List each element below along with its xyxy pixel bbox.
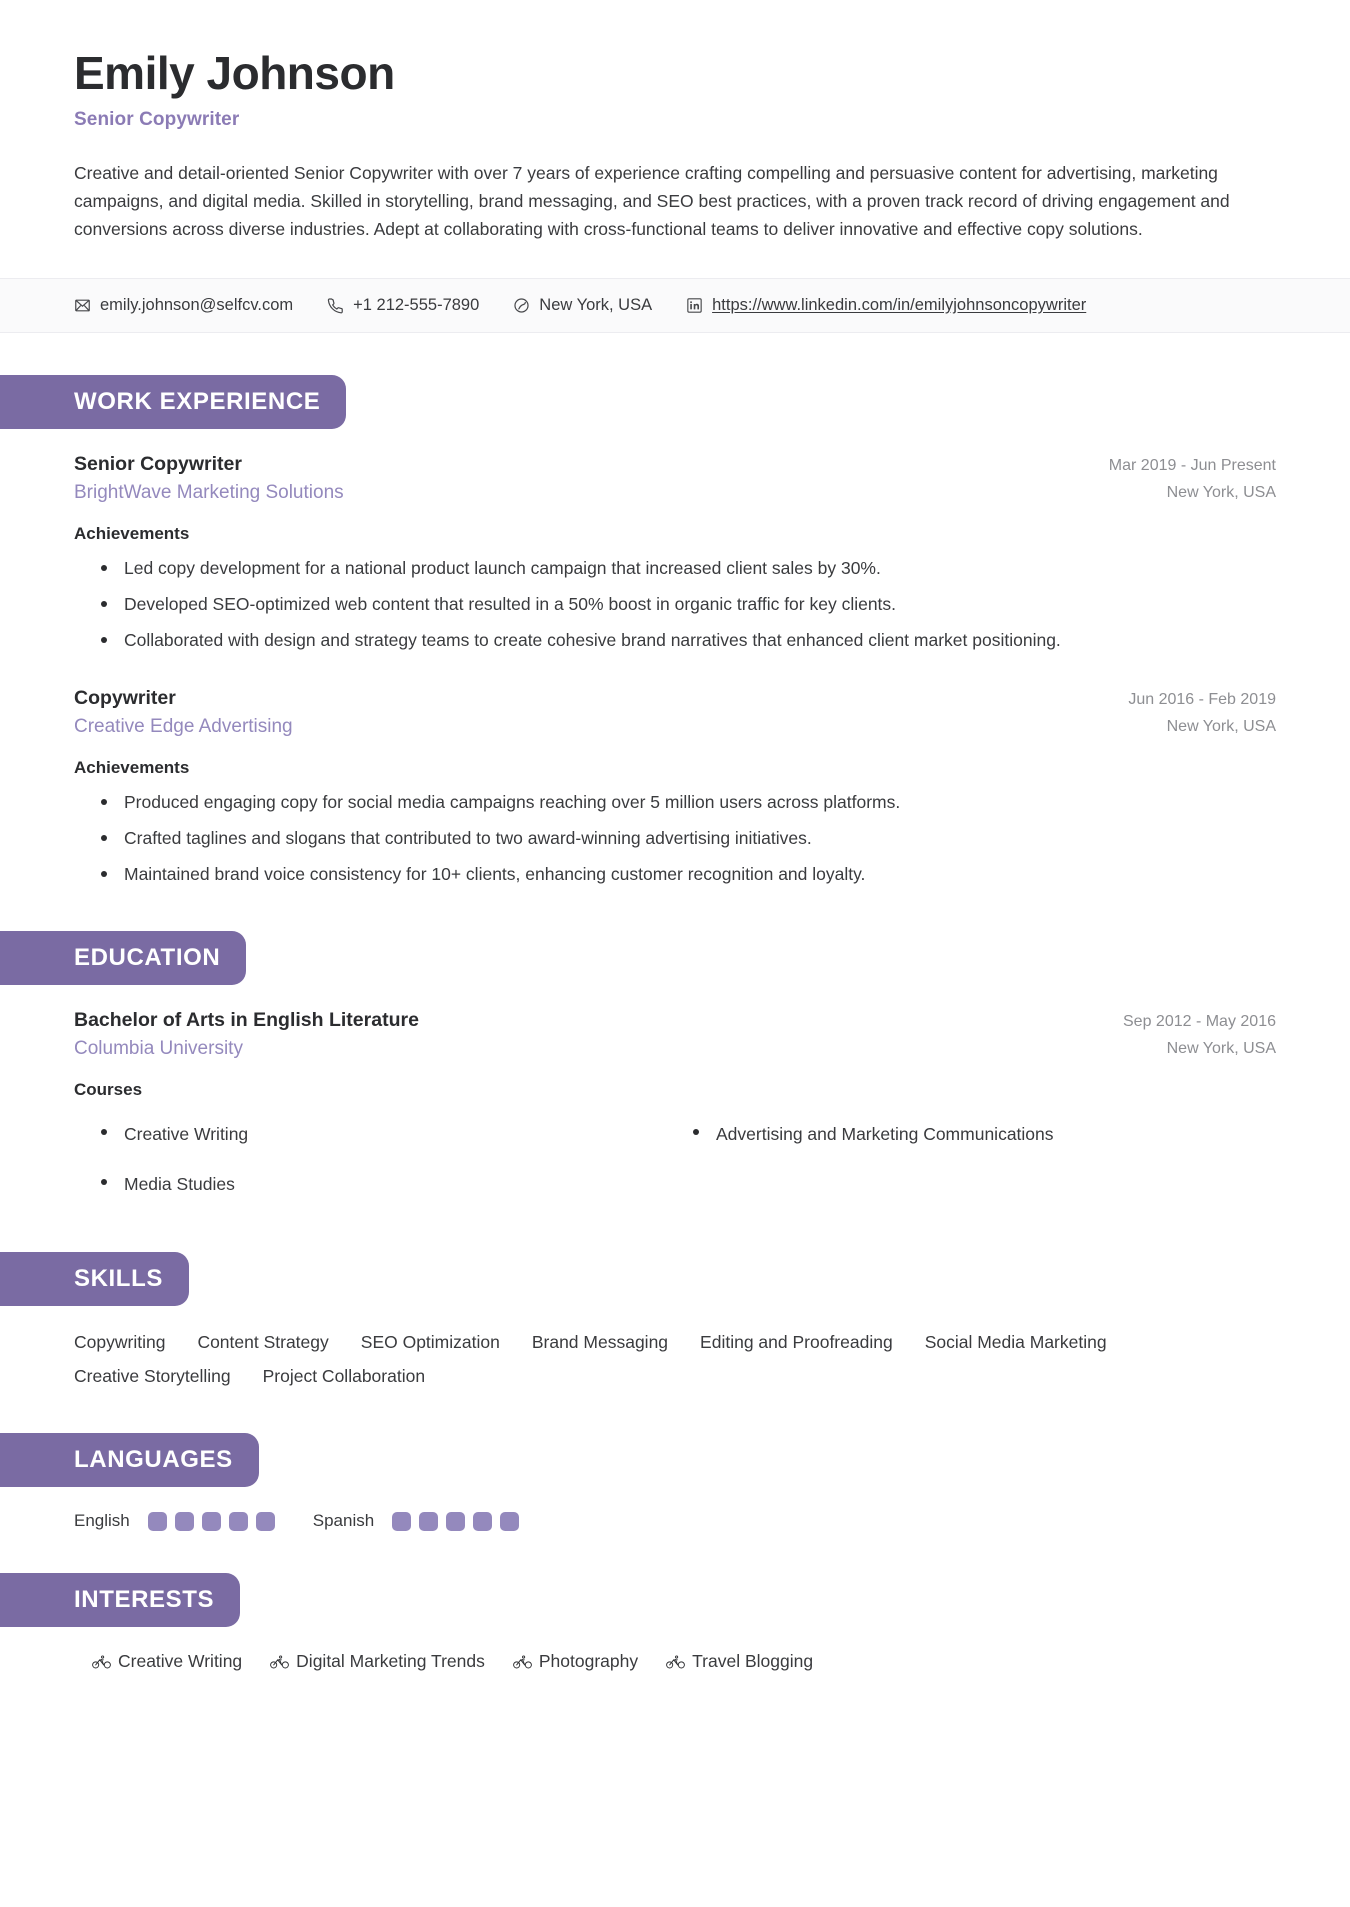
- location-icon: [513, 297, 530, 314]
- skill-item: Creative Storytelling: [74, 1366, 231, 1387]
- education-entry-header: [74, 1009, 1276, 1060]
- skill-item: Editing and Proofreading: [700, 1331, 893, 1352]
- education-entry-left: [74, 1009, 419, 1060]
- education-degree: Bachelor of Arts in English Literature: [74, 1008, 419, 1031]
- list-item: Collaborated with design and strategy teams to create cohesive brand narratives that enhanced client market positioning.: [122, 626, 1276, 654]
- list-item: Media Studies: [122, 1160, 684, 1210]
- section-education: [0, 931, 1350, 1210]
- section-languages: [0, 1433, 1350, 1531]
- bicycle-icon: [513, 1654, 532, 1670]
- language-name: English: [74, 1511, 130, 1531]
- interest-item: [513, 1651, 638, 1672]
- language-level-meter: [148, 1512, 275, 1531]
- language-level-dot: [202, 1512, 221, 1531]
- interest-label: Photography: [538, 1651, 639, 1672]
- job-title: Senior Copywriter: [74, 108, 240, 130]
- contact-bar: [0, 278, 1350, 333]
- section-interests: [0, 1573, 1350, 1672]
- work-entry-location: New York, USA: [1166, 483, 1276, 501]
- language-level-dot: [229, 1512, 248, 1531]
- work-entry-title: Senior Copywriter: [74, 452, 242, 475]
- list-item: Crafted taglines and slogans that contributed to two award-winning advertising initiatives.: [122, 824, 1276, 852]
- envelope-icon: [74, 297, 91, 314]
- skill-item: Brand Messaging: [531, 1331, 669, 1352]
- skills-list: [74, 1328, 1134, 1392]
- list-item: Advertising and Marketing Communications: [714, 1110, 1276, 1160]
- section-heading-work: WORK EXPERIENCE: [0, 375, 346, 429]
- work-entry-right: [1109, 457, 1276, 502]
- section-body-education: [0, 1009, 1350, 1210]
- resume-header: [0, 0, 1350, 244]
- work-entry-achievements-label: Achievements: [74, 523, 190, 543]
- contact-location-label: New York, USA: [539, 295, 653, 314]
- interest-item: [666, 1651, 813, 1672]
- bicycle-icon: [270, 1654, 289, 1670]
- work-entry-achievements-list: [74, 788, 1276, 889]
- section-body-languages: [0, 1511, 1350, 1531]
- work-entry: [74, 687, 1276, 889]
- contact-phone[interactable]: [327, 296, 479, 315]
- language-level-dot: [175, 1512, 194, 1531]
- work-entry-right: [1128, 691, 1276, 736]
- skill-item: Content Strategy: [197, 1331, 329, 1352]
- section-body-interests: [0, 1651, 1350, 1672]
- work-entry-left: [74, 453, 344, 504]
- work-entry-title: Copywriter: [74, 686, 176, 709]
- phone-icon: [327, 297, 344, 314]
- list-item: Produced engaging copy for social media campaigns reaching over 5 million users across platforms.: [122, 788, 1276, 816]
- skill-item: SEO Optimization: [360, 1331, 500, 1352]
- interests-list: [74, 1651, 1276, 1672]
- education-courses-label: Courses: [74, 1079, 143, 1099]
- work-entry-header: [74, 453, 1276, 504]
- education-entry: [74, 1009, 1276, 1210]
- list-item: Maintained brand voice consistency for 10+ clients, enhancing customer recognition and loyalty.: [122, 860, 1276, 888]
- section-heading-education: EDUCATION: [0, 931, 246, 985]
- bicycle-icon: [92, 1654, 111, 1670]
- section-body-skills: [0, 1328, 1350, 1392]
- language-item: [74, 1511, 275, 1531]
- bicycle-icon: [666, 1654, 685, 1670]
- work-entry: [74, 453, 1276, 655]
- skill-item: Copywriting: [74, 1331, 166, 1352]
- language-level-dot: [500, 1512, 519, 1531]
- contact-email-label: emily.johnson@selfcv.com: [100, 295, 294, 314]
- section-heading-skills: SKILLS: [0, 1252, 189, 1306]
- education-courses-list: [74, 1110, 1276, 1210]
- language-level-dot: [392, 1512, 411, 1531]
- list-item: Led copy development for a national product launch campaign that increased client sales by 30%.: [122, 554, 1276, 582]
- section-body-work: [0, 453, 1350, 889]
- interest-item: [92, 1651, 242, 1672]
- contact-phone-label: +1 212-555-7890: [353, 295, 480, 314]
- language-name: Spanish: [312, 1511, 375, 1531]
- work-entry-company: Creative Edge Advertising: [74, 715, 293, 737]
- interest-item: [270, 1651, 485, 1672]
- contact-email[interactable]: [74, 296, 293, 315]
- list-item: Developed SEO-optimized web content that resulted in a 50% boost in organic traffic for key clients.: [122, 590, 1276, 618]
- professional-summary: Creative and detail-oriented Senior Copywriter with over 7 years of experience crafting compelling and persuasive content for advertising, marketing campaigns, and digital media. Skilled in storytelling, brand messaging, and SEO best practices, with a proven track record of driving engagement and conversions across diverse industries. Adept at collaborating with cross-functional teams to deliver innovative and effective copy solutions.: [74, 162, 1230, 240]
- skill-item: Project Collaboration: [262, 1366, 426, 1387]
- work-entry-header: [74, 687, 1276, 738]
- education-school: Columbia University: [74, 1037, 243, 1059]
- language-level-dot: [256, 1512, 275, 1531]
- work-entry-location: New York, USA: [1166, 717, 1276, 735]
- section-heading-interests: INTERESTS: [0, 1573, 240, 1627]
- section-heading-languages: LANGUAGES: [0, 1433, 259, 1487]
- languages-list: [74, 1511, 1276, 1531]
- education-entry-right: [1123, 1013, 1276, 1058]
- work-entry-left: [74, 687, 293, 738]
- language-item: [313, 1511, 519, 1531]
- interest-label: Travel Blogging: [692, 1651, 814, 1672]
- education-location: New York, USA: [1166, 1039, 1276, 1057]
- skill-item: Social Media Marketing: [924, 1331, 1107, 1352]
- language-level-meter: [392, 1512, 519, 1531]
- work-entry-dates: Jun 2016 - Feb 2019: [1128, 690, 1276, 708]
- section-work-experience: [0, 375, 1350, 889]
- education-dates: Sep 2012 - May 2016: [1123, 1012, 1276, 1030]
- work-entry-dates: Mar 2019 - Jun Present: [1108, 456, 1276, 474]
- interest-label: Digital Marketing Trends: [296, 1651, 485, 1672]
- work-entry-company: BrightWave Marketing Solutions: [74, 481, 344, 503]
- contact-linkedin-link[interactable]: https://www.linkedin.com/in/emilyjohnsoncopywriter: [712, 295, 1087, 314]
- work-entry-achievements-list: [74, 554, 1276, 655]
- language-level-dot: [446, 1512, 465, 1531]
- section-skills: [0, 1252, 1350, 1392]
- page-title: Emily Johnson: [74, 47, 395, 99]
- contact-linkedin[interactable]: [686, 296, 1086, 315]
- list-item: Creative Writing: [122, 1110, 684, 1160]
- language-level-dot: [419, 1512, 438, 1531]
- language-level-dot: [148, 1512, 167, 1531]
- contact-location[interactable]: [513, 296, 652, 315]
- linkedin-icon: [686, 297, 703, 314]
- interest-label: Creative Writing: [118, 1651, 243, 1672]
- language-level-dot: [473, 1512, 492, 1531]
- work-entry-achievements-label: Achievements: [74, 757, 190, 777]
